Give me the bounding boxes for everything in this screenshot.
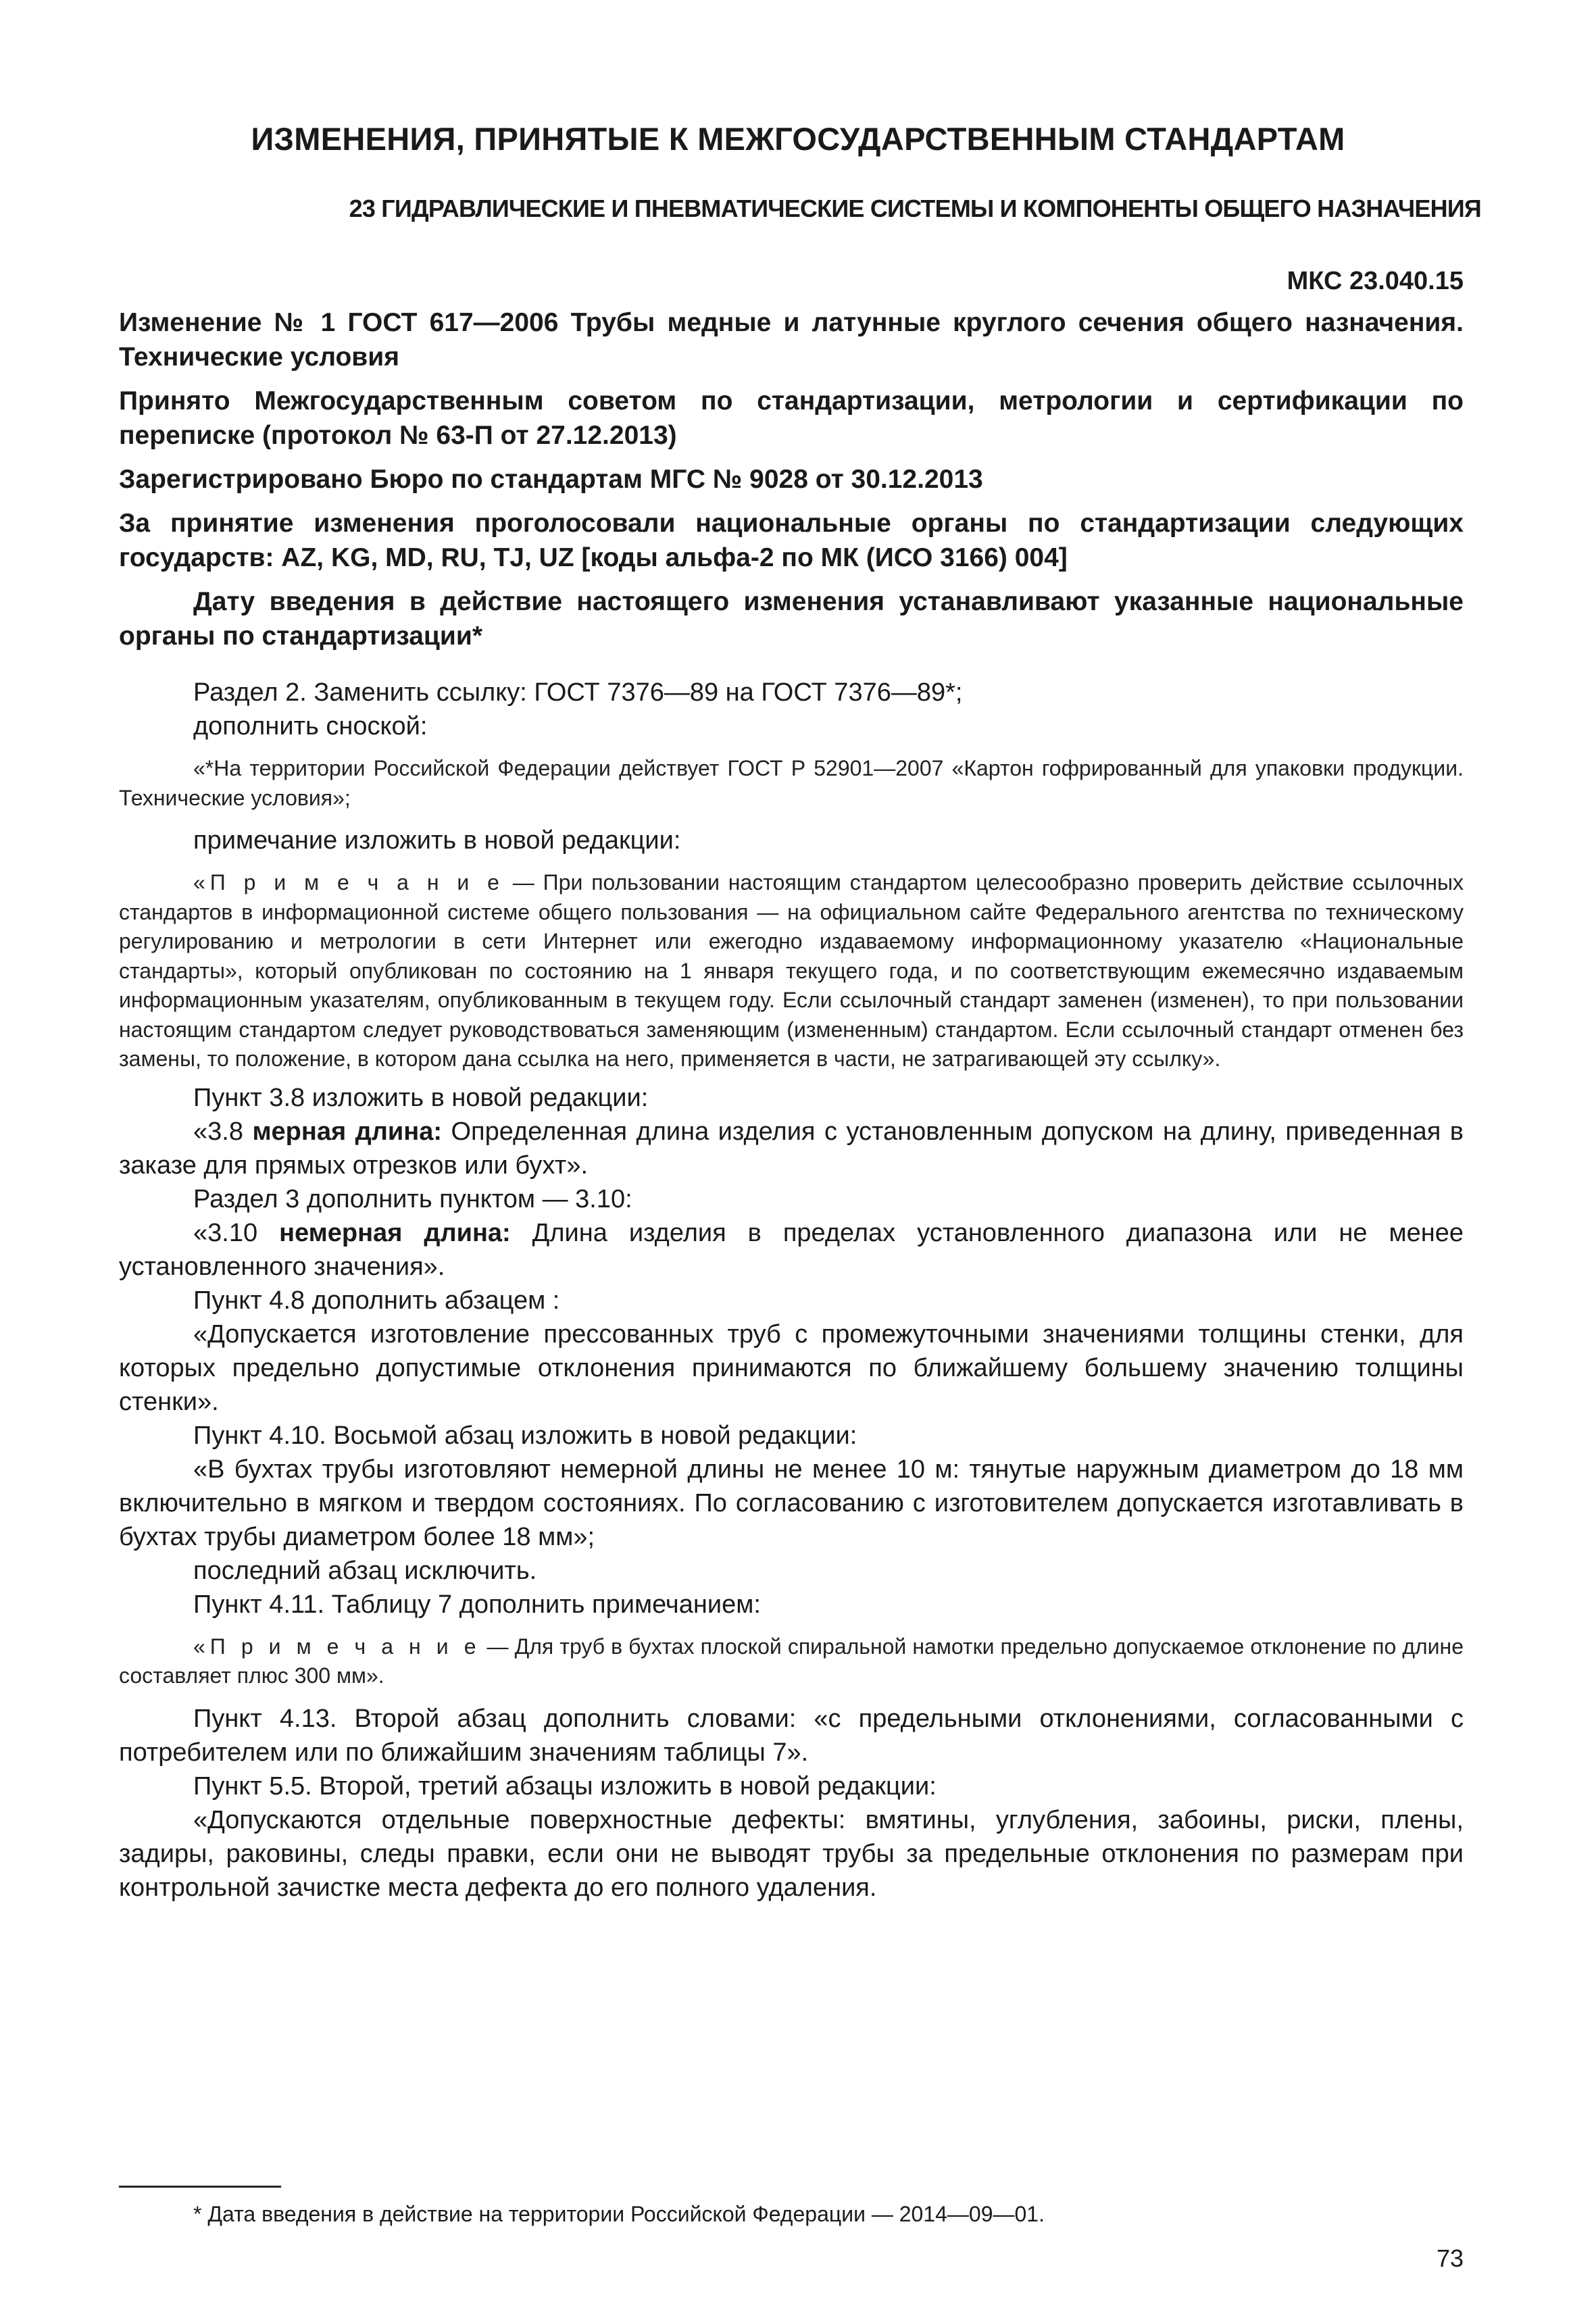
quote-footnote-text: «*На территории Российской Федерации действует ГОСТ Р 52901—2007 «Картон гофрированный для упаковки продукции. Технические условия»; [119,756,1464,810]
accepted-line: Принято Межгосударственным советом по стандартизации, метрологии и сертификации по переписке (протокол № 63-П от 27.12.2013) [119,386,1464,450]
paragraph: Пункт 4.13. Второй абзац дополнить словами: «с предельными отклонениями, согласованными с потребителем или по ближайшим значениям таблицы 7». [119,1704,1464,1767]
paragraph: «В бухтах трубы изготовляют немерной длины не менее 10 м: тянутые наружным диаметром до 18 мм включительно в мягком и твердом состояниях. По согласованию с изготовителем допускается изготавливать в бухтах трубы диаметром более 18 мм»; [119,1455,1464,1551]
note-text: — При пользовании настоящим стандартом целесообразно проверить действие ссылочных стандартов в информационной системе общего пользования — на официальном сайте Федерального агентства по техническому регулированию и метрологии в сети Интернет или ежегодно издаваемому информационному указателю «Национальные стандарты», который опубликован по состоянию на 1 января текущего года, и по соответствующим ежемесячно издаваемым информационным указателям, опубликованным в текущем году. Если ссылочный стандарт заменен (изменен), то при пользовании настоящим стандартом следует руководствоваться заменяющим (измененным) стандартом. Если ссылочный стандарт отменен без замены, то положение, в котором дана ссылка на него, применяется в части, не затрагивающей эту ссылку». [119,870,1464,1071]
note-paragraph [119,1632,1464,1691]
page-title: ИЗМЕНЕНИЯ, ПРИНЯТЫЕ К МЕЖГОСУДАРСТВЕННЫМ СТАНДАРТАМ [251,121,1345,157]
note-paragraph [119,868,1464,1074]
effective-date-line: Дату введения в действие настоящего изменения устанавливают указанные национальные органы по стандартизации* [119,587,1464,651]
term-name: немерная длина: [279,1218,511,1247]
page-number: 73 [1436,2244,1464,2272]
change-body [119,676,1464,1905]
mks-code: МКС 23.040.15 [1287,267,1464,295]
paragraph: «Допускается изготовление прессованных труб с промежуточными значениями толщины стенки, для которых предельно допустимые отклонения принимаются по ближайшему большему значению толщины стенки». [119,1319,1464,1416]
change-title: Изменение № 1 ГОСТ 617—2006 Трубы медные и латунные круглого сечения общего назначения. Технические условия [119,308,1464,372]
term-definition: Определенная длина изделия с установленным допуском на длину, приведенная в заказе для прямых отрезков или бухт». [119,1117,1464,1180]
paragraph: Раздел 3 дополнить пунктом — 3.10: [193,1184,632,1213]
term-number: «3.8 [193,1117,253,1146]
note-text: — Для труб в бухтах плоской спиральной намотки предельно допускаемое отклонение по длине составляет плюс 300 мм». [119,1634,1464,1688]
note-label: «П р и м е ч а н и е [193,870,504,895]
paragraph: Пункт 4.11. Таблицу 7 дополнить примечанием: [193,1590,761,1619]
definition-paragraph [119,1115,1464,1182]
paragraph: дополнить сноской: [193,712,428,740]
definition-paragraph [119,1216,1464,1284]
term-name: мерная длина: [252,1117,442,1146]
paragraph: Раздел 2. Заменить ссылку: ГОСТ 7376—89 на ГОСТ 7376—89*; [193,678,963,707]
term-definition: Длина изделия в пределах установленного диапазона или не менее установленного значения». [119,1218,1464,1281]
section-heading: 23 ГИДРАВЛИЧЕСКИЕ И ПНЕВМАТИЧЕСКИЕ СИСТЕМЫ И КОМПОНЕНТЫ ОБЩЕГО НАЗНАЧЕНИЯ [349,195,1481,222]
paragraph: примечание изложить в новой редакции: [193,826,681,855]
paragraph: Пункт 3.8 изложить в новой редакции: [193,1083,649,1112]
paragraph: Пункт 4.8 дополнить абзацем : [193,1286,560,1315]
registered-line: Зарегистрировано Бюро по стандартам МГС № 9028 от 30.12.2013 [119,465,983,494]
paragraph: «Допускаются отдельные поверхностные дефекты: вмятины, углубления, забоины, риски, плены, задиры, раковины, следы правки, если они не выводят трубы за предельные отклонения по размерам при контрольной зачистке места дефекта до его полного удаления. [119,1805,1464,1902]
footnote: * Дата введения в действие на территории Российской Федерации — 2014—09—01. [193,2202,1045,2226]
paragraph: Пункт 4.10. Восьмой абзац изложить в новой редакции: [193,1421,857,1450]
note-label: «П р и м е ч а н и е [193,1634,481,1659]
footnote-divider [119,2186,281,2188]
voted-line: За принятие изменения проголосовали национальные органы по стандартизации следующих государств: AZ, KG, MD, RU, TJ, UZ [коды альфа-2 по МК (ИСО 3166) 004] [119,509,1464,572]
paragraph: Пункт 5.5. Второй, третий абзацы изложить в новой редакции: [193,1771,937,1801]
change-header [119,305,1464,653]
term-number: «3.10 [193,1218,280,1247]
paragraph: последний абзац исключить. [193,1556,537,1585]
